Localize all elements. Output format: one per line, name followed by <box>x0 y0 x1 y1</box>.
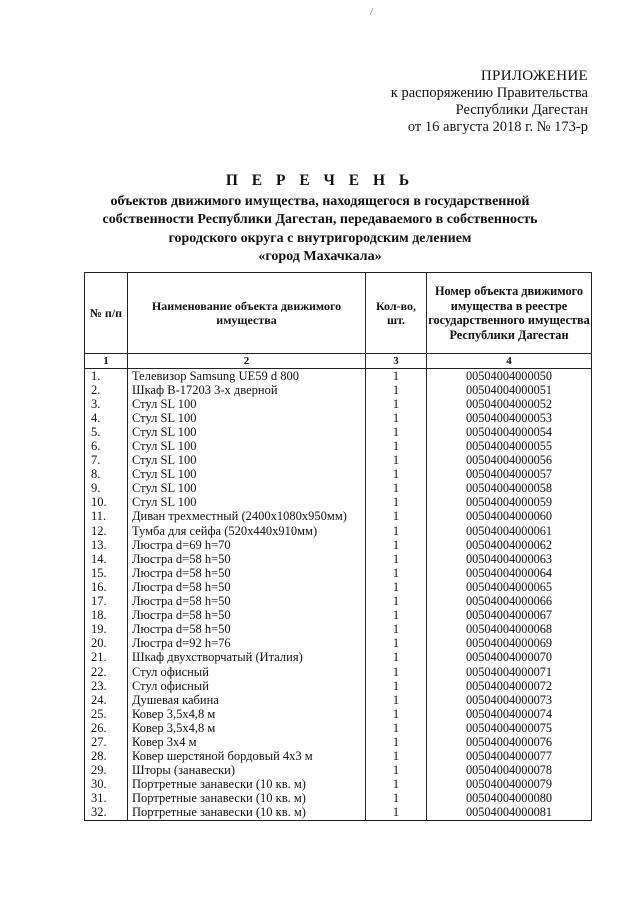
table-row <box>85 764 592 778</box>
row-qty: 1 <box>366 595 427 609</box>
row-reg-number: 00504004000054 <box>427 425 592 439</box>
row-number: 9. <box>85 482 128 496</box>
row-reg-number: 00504004000058 <box>427 482 592 496</box>
table-row <box>85 679 592 693</box>
table-row <box>85 566 592 580</box>
table-row <box>85 693 592 707</box>
row-qty: 1 <box>366 707 427 721</box>
row-name: Диван трехместный (2400x1080x950мм) <box>128 510 366 524</box>
title-line-2: собственности Республики Дагестан, передаваемого в собственность <box>102 212 538 227</box>
row-name: Ковер 3x4 м <box>128 735 366 749</box>
row-qty: 1 <box>366 454 427 468</box>
row-reg-number: 00504004000051 <box>427 383 592 397</box>
row-reg-number: 00504004000077 <box>427 750 592 764</box>
row-reg-number: 00504004000071 <box>427 665 592 679</box>
title-line-4: «город Махачкала» <box>258 249 382 264</box>
table-row <box>85 383 592 397</box>
row-qty: 1 <box>366 496 427 510</box>
row-number: 5. <box>85 425 128 439</box>
table-row <box>85 609 592 623</box>
row-qty: 1 <box>366 552 427 566</box>
row-reg-number: 00504004000060 <box>427 510 592 524</box>
row-qty: 1 <box>366 651 427 665</box>
table-row <box>85 397 592 411</box>
row-qty: 1 <box>366 623 427 637</box>
row-number: 7. <box>85 454 128 468</box>
row-reg-number: 00504004000052 <box>427 397 592 411</box>
document-title <box>60 172 580 267</box>
row-number: 14. <box>85 552 128 566</box>
table-body <box>85 369 592 821</box>
row-qty: 1 <box>366 425 427 439</box>
row-qty: 1 <box>366 369 427 384</box>
title-line-1: объектов движимого имущества, находящегося в государственной <box>110 193 530 209</box>
row-name: Портретные занавески (10 кв. м) <box>128 806 366 821</box>
row-qty: 1 <box>366 637 427 651</box>
row-name: Шкаф B-17203 3-х дверной <box>128 383 366 397</box>
row-qty: 1 <box>366 580 427 594</box>
row-reg-number: 00504004000050 <box>427 369 592 384</box>
title-line-3: городского округа с внутригородским делением <box>168 230 472 246</box>
row-qty: 1 <box>366 397 427 411</box>
table-row <box>85 665 592 679</box>
table-row <box>85 792 592 806</box>
table-row <box>85 482 592 496</box>
col-number-4: 4 <box>427 354 592 369</box>
row-number: 16. <box>85 580 128 594</box>
row-qty: 1 <box>366 721 427 735</box>
row-name: Стул SL 100 <box>128 439 366 453</box>
row-qty: 1 <box>366 764 427 778</box>
row-qty: 1 <box>366 609 427 623</box>
row-reg-number: 00504004000076 <box>427 735 592 749</box>
row-qty: 1 <box>366 806 427 821</box>
row-number: 3. <box>85 397 128 411</box>
table-row <box>85 369 592 384</box>
row-reg-number: 00504004000067 <box>427 609 592 623</box>
row-number: 27. <box>85 735 128 749</box>
property-table <box>84 272 592 821</box>
col-number-3: 3 <box>366 354 427 369</box>
row-qty: 1 <box>366 538 427 552</box>
table-row <box>85 411 592 425</box>
header-name: Наименование объекта движимого имущества <box>128 273 366 354</box>
row-qty: 1 <box>366 750 427 764</box>
row-number: 17. <box>85 595 128 609</box>
row-qty: 1 <box>366 665 427 679</box>
row-name: Телевизор Samsung UE59 d 800 <box>128 369 366 384</box>
col-number-1: 1 <box>85 354 128 369</box>
header-num: № п/п <box>85 273 128 354</box>
table-row <box>85 439 592 453</box>
row-qty: 1 <box>366 693 427 707</box>
table-row <box>85 524 592 538</box>
row-reg-number: 00504004000079 <box>427 778 592 792</box>
row-name: Стул офисный <box>128 665 366 679</box>
row-qty: 1 <box>366 735 427 749</box>
table-row <box>85 806 592 821</box>
row-number: 1. <box>85 369 128 384</box>
row-reg-number: 00504004000066 <box>427 595 592 609</box>
row-name: Шкаф двухстворчатый (Италия) <box>128 651 366 665</box>
row-qty: 1 <box>366 792 427 806</box>
row-reg-number: 00504004000074 <box>427 707 592 721</box>
row-reg-number: 00504004000065 <box>427 580 592 594</box>
row-number: 31. <box>85 792 128 806</box>
row-name: Тумба для сейфа (520x440x910мм) <box>128 524 366 538</box>
row-name: Люстра d=58 h=50 <box>128 595 366 609</box>
row-reg-number: 00504004000064 <box>427 566 592 580</box>
row-name: Люстра d=58 h=50 <box>128 566 366 580</box>
row-number: 13. <box>85 538 128 552</box>
row-name: Стул SL 100 <box>128 496 366 510</box>
row-reg-number: 00504004000075 <box>427 721 592 735</box>
row-qty: 1 <box>366 524 427 538</box>
table-row <box>85 623 592 637</box>
row-number: 6. <box>85 439 128 453</box>
row-reg-number: 00504004000061 <box>427 524 592 538</box>
row-name: Люстра d=69 h=70 <box>128 538 366 552</box>
header-qty: Кол-во, шт. <box>366 273 427 354</box>
row-number: 21. <box>85 651 128 665</box>
row-name: Ковер 3,5x4,8 м <box>128 721 366 735</box>
row-name: Люстра d=58 h=50 <box>128 623 366 637</box>
table-row <box>85 425 592 439</box>
column-numbers-row <box>85 354 592 369</box>
table-row <box>85 468 592 482</box>
row-number: 25. <box>85 707 128 721</box>
row-qty: 1 <box>366 468 427 482</box>
row-number: 8. <box>85 468 128 482</box>
row-number: 32. <box>85 806 128 821</box>
row-number: 2. <box>85 383 128 397</box>
row-reg-number: 00504004000063 <box>427 552 592 566</box>
row-name: Люстра d=58 h=50 <box>128 609 366 623</box>
table-row <box>85 651 592 665</box>
row-number: 23. <box>85 679 128 693</box>
row-name: Шторы (занавески) <box>128 764 366 778</box>
row-qty: 1 <box>366 566 427 580</box>
table-row <box>85 707 592 721</box>
row-number: 12. <box>85 524 128 538</box>
row-name: Ковер шерстяной бордовый 4x3 м <box>128 750 366 764</box>
row-number: 30. <box>85 778 128 792</box>
table-row <box>85 735 592 749</box>
row-name: Стул SL 100 <box>128 397 366 411</box>
table-row <box>85 538 592 552</box>
appendix-title: ПРИЛОЖЕНИЕ <box>480 68 588 84</box>
row-number: 20. <box>85 637 128 651</box>
row-name: Люстра d=58 h=50 <box>128 552 366 566</box>
row-number: 10. <box>85 496 128 510</box>
row-reg-number: 00504004000072 <box>427 679 592 693</box>
row-name: Стул SL 100 <box>128 411 366 425</box>
row-number: 15. <box>85 566 128 580</box>
row-number: 19. <box>85 623 128 637</box>
row-number: 28. <box>85 750 128 764</box>
row-qty: 1 <box>366 778 427 792</box>
row-name: Портретные занавески (10 кв. м) <box>128 792 366 806</box>
row-number: 24. <box>85 693 128 707</box>
title-main: П Е Р Е Ч Е Н Ь <box>225 172 415 189</box>
row-number: 18. <box>85 609 128 623</box>
row-reg-number: 00504004000081 <box>427 806 592 821</box>
row-qty: 1 <box>366 482 427 496</box>
table-row <box>85 778 592 792</box>
scan-mark: / <box>370 6 374 18</box>
row-qty: 1 <box>366 411 427 425</box>
row-qty: 1 <box>366 679 427 693</box>
row-reg-number: 00504004000068 <box>427 623 592 637</box>
row-name: Портретные занавески (10 кв. м) <box>128 778 366 792</box>
table-row <box>85 510 592 524</box>
row-reg-number: 00504004000057 <box>427 468 592 482</box>
row-qty: 1 <box>366 510 427 524</box>
table-row <box>85 750 592 764</box>
appendix-line-3: от 16 августа 2018 г. № 173-р <box>407 119 588 135</box>
table-row <box>85 721 592 735</box>
row-name: Душевая кабина <box>128 693 366 707</box>
appendix-line-1: к распоряжению Правительства <box>390 85 588 101</box>
row-reg-number: 00504004000055 <box>427 439 592 453</box>
row-reg-number: 00504004000062 <box>427 538 592 552</box>
col-number-2: 2 <box>128 354 366 369</box>
row-name: Стул SL 100 <box>128 468 366 482</box>
row-number: 26. <box>85 721 128 735</box>
row-reg-number: 00504004000070 <box>427 651 592 665</box>
row-qty: 1 <box>366 439 427 453</box>
row-reg-number: 00504004000053 <box>427 411 592 425</box>
row-number: 11. <box>85 510 128 524</box>
row-reg-number: 00504004000080 <box>427 792 592 806</box>
row-name: Люстра d=58 h=50 <box>128 580 366 594</box>
table-row <box>85 595 592 609</box>
row-name: Люстра d=92 h=76 <box>128 637 366 651</box>
row-reg-number: 00504004000073 <box>427 693 592 707</box>
appendix-line-2: Республики Дагестан <box>455 102 588 118</box>
row-name: Стул SL 100 <box>128 454 366 468</box>
appendix-block <box>358 68 588 136</box>
row-name: Стул SL 100 <box>128 425 366 439</box>
row-number: 22. <box>85 665 128 679</box>
table-row <box>85 637 592 651</box>
row-reg-number: 00504004000059 <box>427 496 592 510</box>
row-name: Ковер 3,5x4,8 м <box>128 707 366 721</box>
row-reg-number: 00504004000069 <box>427 637 592 651</box>
row-reg-number: 00504004000078 <box>427 764 592 778</box>
table-row <box>85 552 592 566</box>
row-name: Стул SL 100 <box>128 482 366 496</box>
table-row <box>85 496 592 510</box>
table-row <box>85 454 592 468</box>
header-reg: Номер объекта движимого имущества в реестре государственного имущества Республики Дагестан <box>427 273 592 354</box>
table-row <box>85 580 592 594</box>
row-reg-number: 00504004000056 <box>427 454 592 468</box>
table-header-row <box>85 273 592 354</box>
row-name: Стул офисный <box>128 679 366 693</box>
row-number: 4. <box>85 411 128 425</box>
row-qty: 1 <box>366 383 427 397</box>
row-number: 29. <box>85 764 128 778</box>
